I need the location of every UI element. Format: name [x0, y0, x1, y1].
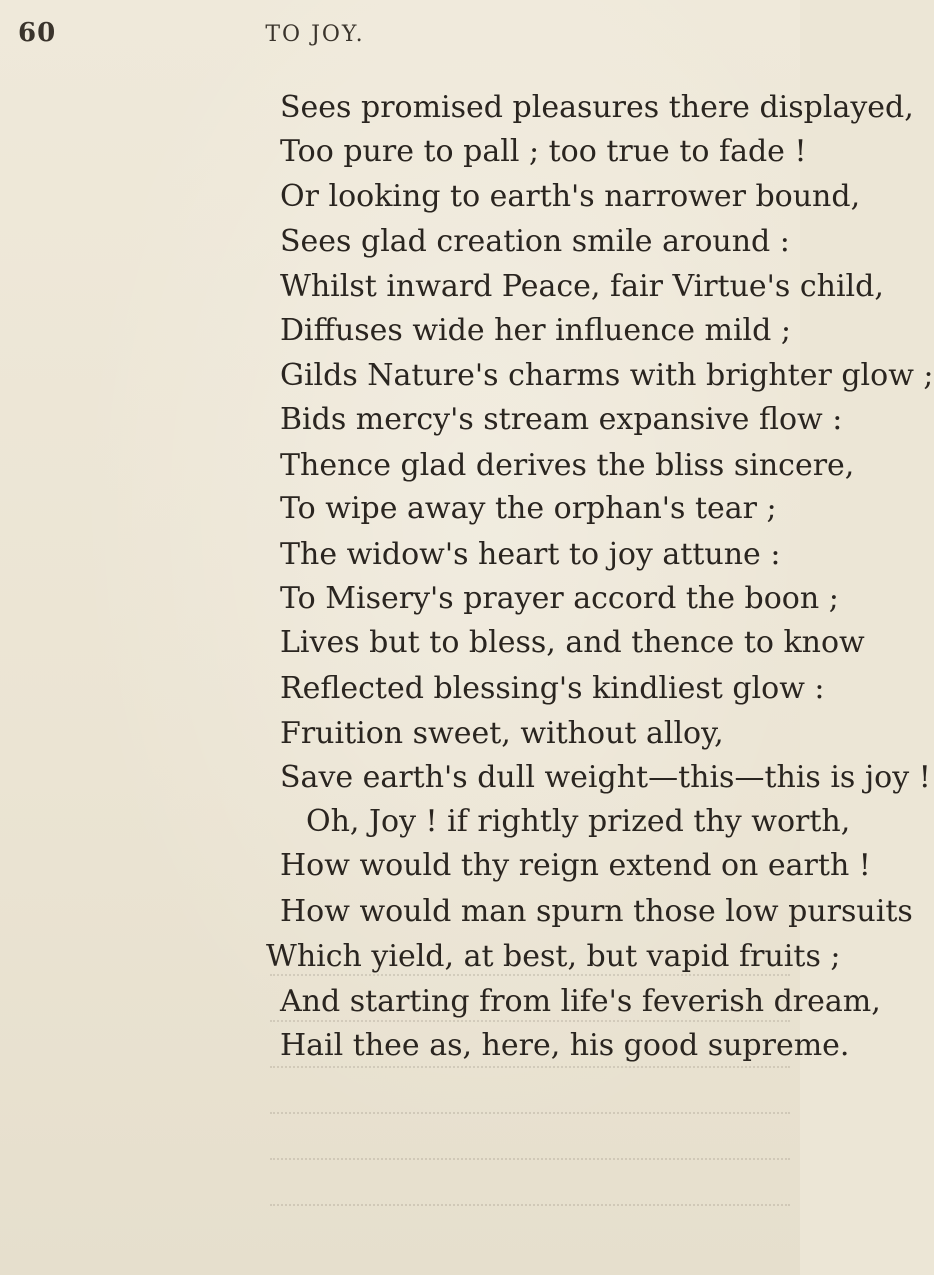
running-title: [0, 22, 800, 47]
poem-line: Diffuses wide her influence mild ;: [280, 313, 791, 348]
poem-line: Fruition sweet, without alloy,: [280, 716, 724, 751]
poem-line: How would thy reign extend on earth !: [280, 848, 871, 883]
poem-line: To Misery's prayer accord the boon ;: [280, 581, 839, 616]
running-title-text: TO JOY.: [265, 22, 365, 47]
poem-line: Or looking to earth's narrower bound,: [280, 179, 861, 214]
poem-line: How would man spurn those low pursuits: [280, 894, 913, 929]
poem-line: The widow's heart to joy attune :: [280, 537, 781, 572]
poem-line: Too pure to pall ; too true to fade !: [280, 134, 807, 169]
poem-line: Save earth's dull weight—this—this is joy !: [280, 760, 931, 795]
poem-line: Sees promised pleasures there displayed,: [280, 90, 914, 125]
poem-line: Reflected blessing's kindliest glow :: [280, 671, 825, 706]
poem-line: Thence glad derives the bliss sincere,: [280, 448, 855, 483]
poem-line: Oh, Joy ! if rightly prized thy worth,: [306, 804, 851, 839]
poem-line: To wipe away the orphan's tear ;: [280, 491, 777, 526]
poem-line: Which yield, at best, but vapid fruits ;: [266, 939, 841, 974]
poem-line: And starting from life's feverish dream,: [280, 984, 881, 1019]
poem-line: Bids mercy's stream expansive flow :: [280, 402, 843, 437]
poem-line: Hail thee as, here, his good supreme.: [280, 1028, 850, 1063]
poem-line: Gilds Nature's charms with brighter glow ;: [280, 358, 934, 393]
poem-line: Sees glad creation smile around :: [280, 224, 790, 259]
page-number: 60: [18, 18, 57, 48]
poem-line: Whilst inward Peace, fair Virtue's child,: [280, 269, 884, 304]
poem-line: Lives but to bless, and thence to know: [280, 625, 865, 660]
